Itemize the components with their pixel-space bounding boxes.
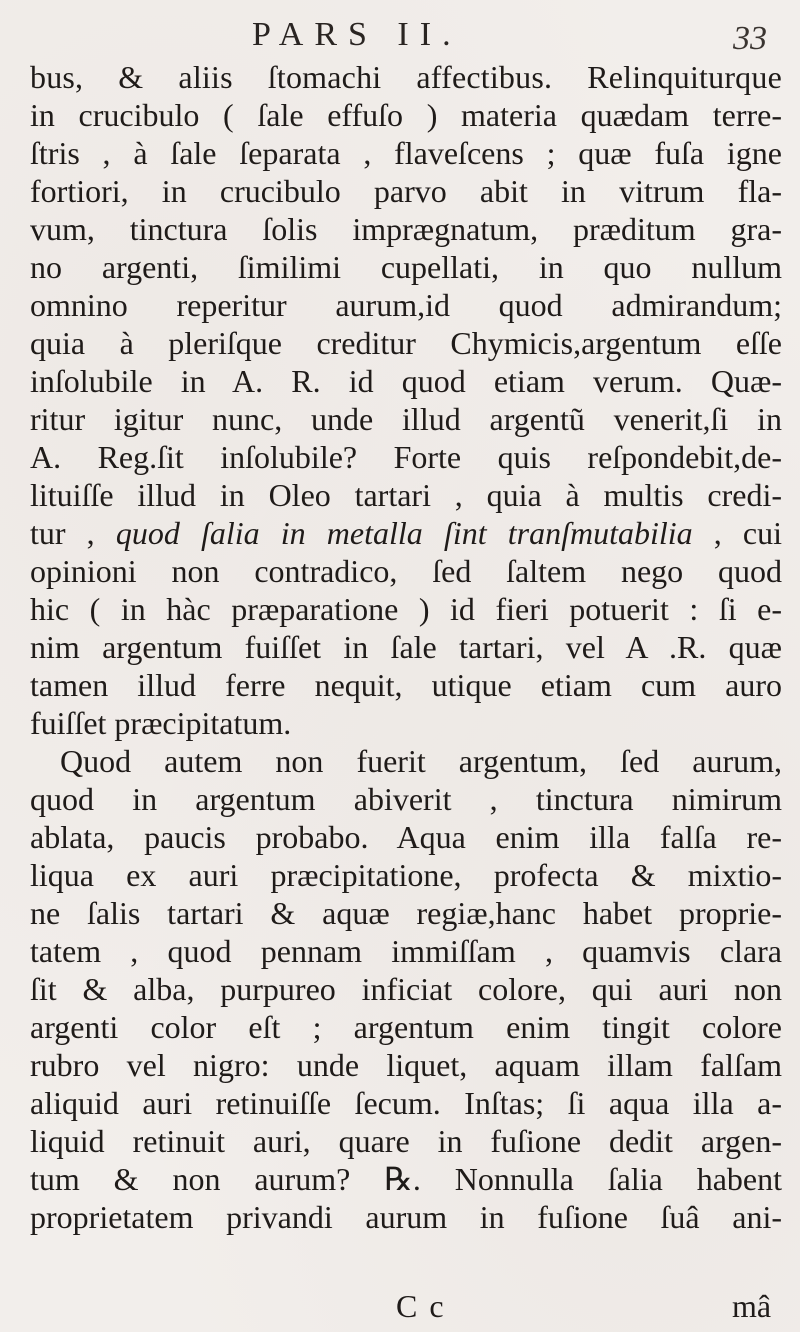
text-line: Quod autem non fuerit argentum, ſed aurum, xyxy=(60,743,782,779)
text-line: inſolubile in A. R. id quod etiam verum. Quæ- xyxy=(30,363,782,399)
running-head: PARS II. xyxy=(252,16,462,53)
text-line: bus, & aliis ſtomachi affectibus. Relinquiturque xyxy=(30,59,782,95)
text-line: ne ſalis tartari & aquæ regiæ,hanc habet proprie- xyxy=(30,895,782,931)
text-line: liquid retinuit auri, quare in fuſione dedit argen- xyxy=(30,1123,782,1159)
text-line: quod in argentum abiverit , tinctura nimirum xyxy=(30,781,782,817)
text-line: fuiſſet præcipitatum. xyxy=(30,705,292,741)
signature-mark: C c xyxy=(396,1288,446,1324)
text-line: tum & non aurum? ℞. Nonnulla ſalia habent xyxy=(30,1161,782,1197)
text-line: tamen illud ferre nequit, utique etiam cum auro xyxy=(30,667,782,703)
text-line: ritur igitur nunc, unde illud argentũ venerit,ſi in xyxy=(30,401,782,437)
text-line: no argenti, ſimilimi cupellati, in quo nullum xyxy=(30,249,782,285)
text-line: fortiori, in crucibulo parvo abit in vitrum fla- xyxy=(30,173,782,209)
text-line: aliquid auri retinuiſſe ſecum. Inſtas; ſi aqua illa a- xyxy=(30,1085,782,1121)
text-line: quia à pleriſque creditur Chymicis,argentum eſſe xyxy=(30,325,782,361)
text-line: rubro vel nigro: unde liquet, aquam illam falſam xyxy=(30,1047,782,1083)
text-line: opinioni non contradico, ſed ſaltem nego quod xyxy=(30,553,782,589)
page-footer xyxy=(0,1288,800,1328)
text-line: hic ( in hàc præparatione ) id fieri potuerit : ſi e- xyxy=(30,591,782,627)
text-line: in crucibulo ( ſale effuſo ) materia quædam terre- xyxy=(30,97,782,133)
text-line: omnino reperitur aurum,id quod admirandum; xyxy=(30,287,782,323)
text-line: lituiſſe illud in Oleo tartari , quia à multis credi- xyxy=(30,477,782,513)
text-line: argenti color eſt ; argentum enim tingit colore xyxy=(30,1009,782,1045)
text-line: tatem , quod pennam immiſſam , quamvis clara xyxy=(30,933,782,969)
text-line: ablata, paucis probabo. Aqua enim illa falſa re- xyxy=(30,819,782,855)
body-text xyxy=(30,58,782,1236)
page-number: 33 xyxy=(733,20,767,57)
text-line: nim argentum fuiſſet in ſale tartari, vel A .R. quæ xyxy=(30,629,782,665)
text-line: liqua ex auri præcipitatione, profecta & mixtio- xyxy=(30,857,782,893)
text-line: ſit & alba, purpureo inficiat colore, qui auri non xyxy=(30,971,782,1007)
text-line: A. Reg.ſit inſolubile? Forte quis reſpondebit,de- xyxy=(30,439,782,475)
catchword: mâ xyxy=(732,1288,772,1324)
page-header xyxy=(0,10,800,60)
text-line: vum, tinctura ſolis imprægnatum, præditum gra- xyxy=(30,211,782,247)
italic-phrase: quod ſalia in metalla ſint tranſmutabilia xyxy=(115,515,693,551)
text-line: tur , quod ſalia in metalla ſint tranſmutabilia , cui xyxy=(30,515,783,551)
text-line: proprietatem privandi aurum in fuſione ſuâ ani- xyxy=(30,1199,782,1235)
text-line: ſtris , à ſale ſeparata , flaveſcens ; quæ fuſa igne xyxy=(30,135,782,171)
